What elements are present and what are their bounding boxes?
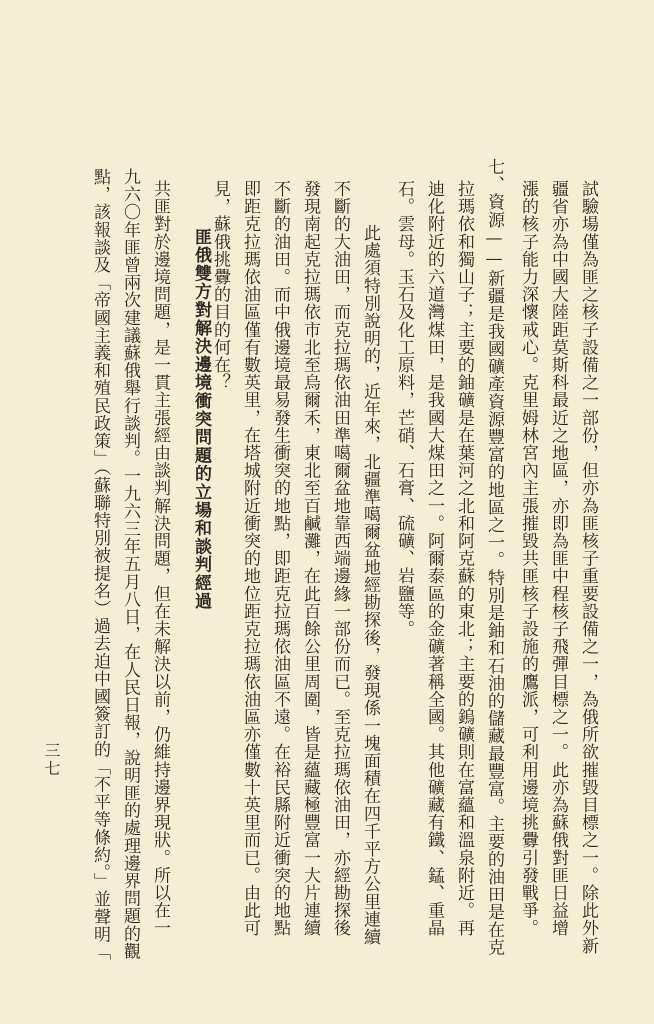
text-column-12: 即距克拉瑪依油區僅有數英里，在塔城附近衝突的地位距克拉瑪依油區亦僅數十英里而已。由此可 [240, 180, 260, 937]
text-column-7: 石。雲母。玉石及化工原料，芒硝、石膏、硫礦、岩鹽等。 [394, 180, 414, 638]
text-column-8: 此處須特別說明的，近年來，北疆準噶爾盆地經勘探後，發現係一塊面積在四千平方公里連續 [360, 224, 380, 946]
text-column-1: 試驗場僅為匪之核子設備之一部份，但亦為匪核子重要設備之一，為俄所欲摧毀目標之一。除此外新 [578, 180, 598, 955]
section-heading: 匪俄雙方對解決邊境衝突問題的立場和談判經過 [191, 228, 211, 611]
text-column-16: 點，該報談及「帝國主義和殖民政策」（蘇聯特別被提名）過去迫中國簽訂的「不平等條約。」並聲明「 [90, 168, 110, 961]
text-column-2: 疆省亦為中國大陸距莫斯科最近之地區，亦即為匪中程核子飛彈目標之一。此亦為蘇俄對匪日益增 [548, 180, 568, 937]
text-column-3: 漲的核子能力深懷戒心。克里姆林宮內主張摧毀共匪核子設施的鷹派，可利用邊境挑釁引發戰爭。 [518, 180, 538, 937]
page-number: 三七 [42, 742, 61, 778]
text-column-10: 發現南起克拉瑪依市北至烏爾禾，東北至百鹹灘，在此百餘公里周圍，皆是蘊藏極豐富一大片連續 [300, 180, 320, 937]
text-column-11: 不斷的油田。而中俄邊境最易發生衝突的地點，即距克拉瑪依油區不遠。在裕民縣附近衝突的地點 [270, 180, 290, 937]
text-column-4: 七、資源——新疆是我國礦產資源豐富的地區之一。特別是鈾和石油的儲藏最豐富。主要的油田是在克 [484, 158, 504, 956]
text-column-9: 不斷的大油田，而克拉瑪依油田準噶爾盆地靠西端邊緣一部份而已。至克拉瑪依油田，亦經勘探後 [330, 180, 350, 937]
text-column-13: 見，蘇俄挑釁的目的何在？ [210, 180, 230, 392]
text-column-6: 迪化附近的六道灣煤田，是我國大煤田之一。阿爾泰區的金礦著稱全國。其他礦藏有鐵、錳、重晶 [424, 180, 444, 937]
text-column-14: 共匪對於邊境問題，是一貫主張經由談判解決問題，但在未解決以前，仍維持邊界現狀。所以在一 [150, 180, 170, 937]
text-column-15: 九六〇年匪曾兩次建議蘇俄舉行談判。一九六三年五月八日，在人民日報，說明匪的處理邊界問題的觀 [120, 168, 140, 960]
text-column-5: 拉瑪依和獨山子；主要的鈾礦是在葉河之北和阿克蘇的東北；主要的鎢礦則在富蘊和溫泉附近。再 [454, 180, 474, 937]
